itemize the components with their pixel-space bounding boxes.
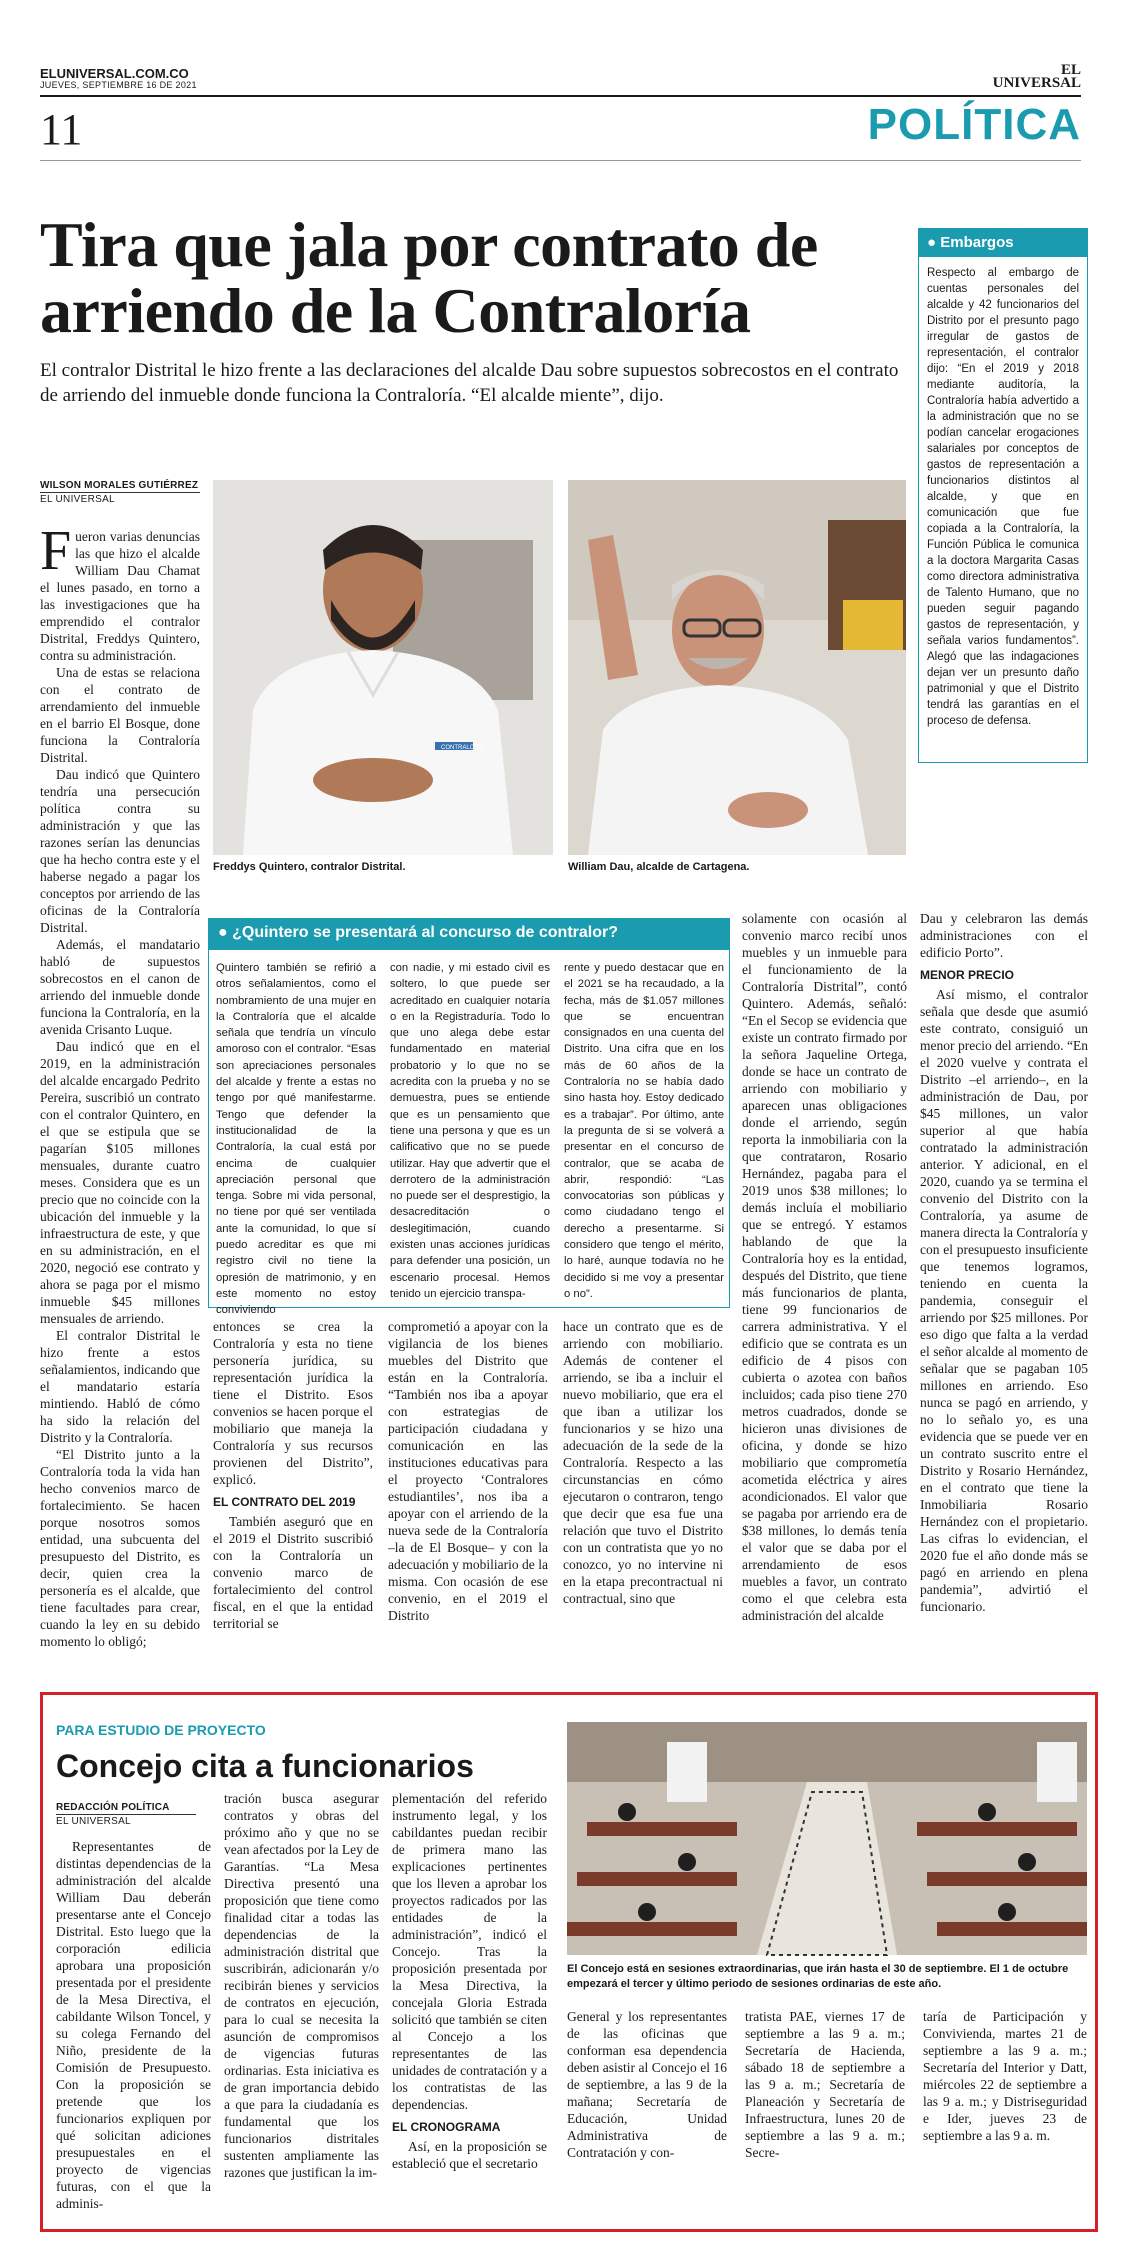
question-col-2: con nadie, y mi estado civil es soltero, lo que puede ser acreditado en cualquier notaría o en la Registraduría. Todo lo que uno alega debe estar fundamentado en material probatorio y lo que no se acredita con la prueba y no se demuestra, pues se entiende que es un pensamiento que tiene una persona y que es un calificativo que no se puede utilizar. Hay que advertir que el derrotero de la administración no puede ser el desprestigio, la desacreditación o deslegitimación, cuando existen unas acciones jurídicas para defender una posición, un escenario procesal. Hemos tenido un ejercicio transpa- (390, 962, 550, 1300)
byline-rule (40, 492, 200, 493)
question-box-title: ● ¿Quintero se presentará al concurso de contralor? (208, 918, 730, 950)
photo-figure-icon (568, 480, 906, 855)
article-column-4: hace un contrato que es de arriendo con mobiliario. Además de contener el arriendo, se iba a incluir el nuevo mobiliario, que era el que iban a utilizar los funcionarios y se hizo una adecuación de la sede de la Contraloría. Respecto a las circunstancias en cómo ejecutaron o contraron, tengo que decir que esa fue una relación que tuvo el Distrito con un contratista que yo no conozco, yo no intervine ni en la etapa precontractual ni contractual, sino que (563, 1319, 723, 1606)
photo-council-icon (567, 1722, 1087, 1955)
top-rule (40, 95, 1081, 97)
second-column-5: tratista PAE, viernes 17 de septiembre a las 9 a. m.; Secretaría de Hacienda, sábado 18 de septiembre a las 9 a. m.; Secretaría de Planeación y Secretaría de Infraestructura, lunes 20 de septiembre a las 9 a. m.; Secre- (745, 2009, 905, 2160)
subtitle-contrato-2019: EL CONTRATO DEL 2019 (213, 1495, 356, 1509)
section-title: POLÍTICA (867, 100, 1081, 149)
byline-org: EL UNIVERSAL (40, 494, 115, 505)
photo2-caption: William Dau, alcalde de Cartagena. (568, 861, 750, 873)
second-column-3: plementación del referido instrumento legal, y los cabildantes puedan recibir de primera mano las explicaciones pertinentes que los lleven a aprobar los proyectos radicados por las entidades de la administración”, indicó el Concejo. Tras la proposición presentada por la Mesa Directiva, la concejala Gloria Estrada solicitó que también se citen al Concejo a los representantes de las unidades de contratación y a los contratistas de las dependencias. EL CRONOGRAMA Así, en la proposición se estableció que el secretario (392, 1791, 547, 2171)
page-number: 11 (40, 105, 83, 154)
question-col-1: Quintero también se refirió a otros señalamientos, como el nombramiento de una mujer en la Contraloría que el alcalde señala que tendría un vínculo amoroso con el contralor. “Esas son apreciaciones personales del alcalde y frente a estas no tengo por qué manifestarme. Tengo que defender la institucionalidad de la Contraloría, la cual está por encima de cualquier apreciación personal que tenga. Sobre mi vida personal, no tiene por qué ser ventilada ante la comunidad, lo que sí puedo acreditar es que mi registro civil no tiene la opresión de matrimonio, y en este momento no estoy conviviendo (216, 962, 376, 1317)
second-byline-org: EL UNIVERSAL (56, 1816, 131, 1827)
photo-concejo (567, 1722, 1087, 1955)
sidebar-text: Respecto al embargo de cuentas personales del alcalde y 42 funcionarios del Distrito por el presunto pago irregular de gastos de representación, el contralor dijo: “En el 2019 y 2018 mediante auditoría, la Contraloría había advertido a la administración que no se podían cancelar erogaciones salariales por conceptos de gastos de representación a funcionarios distintos al alcalde, y que en comunicación que fue copiada a la Contraloría, la Función Pública le comunica a la doctora Margarita Casas como directora administrativa de Talento Humano, que no pueden seguir pagando gastos de representación, y señala varios fundamentos”. Alegó que las indagaciones dejan ver un presunto daño patrimonial y que el Distrito tendrá las garantías en el proceso de defensa. (927, 267, 1079, 727)
second-column-4: General y los representantes de las oficinas que conforman esa dependencia deben asistir al Concejo el 16 de septiembre, a las 9 de la mañana; Secretaría de Educación, Unidad Administrativa de Contratación y con- (567, 2009, 727, 2160)
bullet-icon: ● (927, 234, 941, 251)
bullet-icon: ● (218, 924, 233, 941)
article-column-3: comprometió a apoyar con la vigilancia de los bienes muebles del Distrito que están en la Contraloría. “También nos iba a apoyar con estrategias de participación ciudadana y comunicación en las instituciones educativas para el proyecto ‘Contralores estudiantiles’, nos iba a apoyar con el arriendo de la nueva sede de la Contraloría –la de El Bosque– y con la adecuación y mobiliario de la misma. Con ocasión de ese convenio, en el 2019 el Distrito (388, 1319, 548, 1623)
photo-figure-icon (213, 480, 553, 855)
second-byline: REDACCIÓN POLÍTICA (56, 1802, 170, 1813)
second-column-6: taría de Participación y Convivienda, martes 21 de septiembre a las 9 a. m.; Secretaría del Interior y Datt, miércoles 22 de septiembre a las 9 a. m.; y Distriseguridad e Ider, jueves 23 de septiembre a las 9 a. m. (923, 2009, 1087, 2143)
second-column-1: Representantes de distintas dependencias de la administración del alcalde William Dau deberán presentarse ante el Concejo Distrital. Esto luego que la corporación edilicia aprobara una proposición presentada por el presidente de la Mesa Directiva, el cabildante Wilson Toncel, y su colega Fernando del Niño, presidente de la Comisión de Presupuesto. Con la proposición se pretende que los funcionarios expliquen por qué solicitan adiciones presupuestales en el proyecto de vigencias futuras, con el que la adminis- (56, 1839, 211, 2211)
headline: Tira que jala por contrato de arriendo de la Contraloría (40, 209, 818, 346)
photo1-caption: Freddys Quintero, contralor Distrital. (213, 861, 406, 873)
article-column-6: Dau y celebraron las demás administraciones con el edificio Porto”. MENOR PRECIO Así mismo, el contralor señala que desde que asumió este contrato, consiguió un menor precio del arriendo. “En el 2020 vuelve y contrata el Distrito –el arriendo–, en la administración de Dau, por $45 millones, un valor superior al que había contratado la administración anterior. Y adicional, en el 2020, cuando ya se termina el convenio del Distrito con la Contraloría, ya asume de manera directa la Contraloría y con el presupuesto insuficiente que tenemos logramos, teniendo en cuenta la pandemia, conseguir el arriendo por $25 millones. Por eso digo que falta a la verdad el señor alcalde al momento de señalar que se pagaban 105 millones en arriendo. Eso nunca se pagó en arriendo, y no lo señalo yo, es una evidencia que se puede ver en un contrato suscrito entre el Distrito y Rosario Hernández, en el contrato que tiene la Inmobiliaria Rosario Hernández con el propietario. Las cifras lo evidencian, el 2020 fue el año donde más se pagó en arriendo en plena pandemia”, advirtió el funcionario. (920, 911, 1088, 1614)
masthead-url: ELUNIVERSAL.COM.CO (40, 66, 189, 81)
subtitle-menor-precio: MENOR PRECIO (920, 968, 1015, 982)
article-column-1: Fueron varias denuncias las que hizo el alcalde William Dau Chamat el lunes pasado, en torno a las investigaciones que ha emprendido el contralor Distrital, Freddys Quintero, contra su administración. Una de estas se relaciona con el contrato de arrendamiento del inmueble en el barrio El Bosque, done funciona la Contraloría Distrital. Dau indicó que Quintero tendría una persecución política contra su administración y que las razones serían las denuncias que ha hecho contra este y el haberse negado a pagar los conceptos por arriendo de las oficinas de la Contraloría Distrital. Además, el mandatario habló de supuestos sobrecostos en el canon de arriendo del inmueble donde funciona la Contraloría, en la avenida Crisanto Luque. Dau indicó que en el 2019, en la administración del alcalde encargado Pedrito Pereira, suscribió un contrato con el contralor Quintero, en el que se estipula que se pagarían $105 millones mensuales, durante cuatro meses. Considera que es un precio que no coincide con la ubicación del inmueble y la infraestructura de este, y que en su administración, en el 2020, negoció ese contrato y ahora se paga por el mismo inmueble $45 millones mensuales de arriendo. El contralor Distrital le hizo frente a estos señalamientos, indicando que el mandatario estaría mintiendo. Habló de cómo ha sido la relación del Distrito y la Contraloría. “El Distrito junto a la Contraloría toda la vida han hecho convenios marco de fortalecimiento. Se hacen porque nosotros somos entidad, una subcuenta del presupuesto del Distrito, es decir, quien crea la personería es el alcalde, que tiene facultades para crear, cuando la ley en su debido momento lo obligó; (40, 520, 200, 1649)
section-rule (40, 160, 1081, 161)
newspaper-logo: EL UNIVERSAL (992, 62, 1081, 91)
second-column-2: tración busca asegurar contratos y obras del próximo año y que no se vean afectados por la Ley de Garantías. “La Mesa Directiva presentó una proposición que tiene como finalidad citar a todas las dependencias de la administración distrital que suscribirán, adicionarán y/o recibirán bienes y servicios de contratos en ejecución, para lo cual se necesita la asunción de compromisos de vigencias futuras ordinarias. Esta iniciativa es de gran importancia debido a que para la ciudadanía es fundamental que los funcionarios distritales sustenten ampliamente las razones que justifican la im- (224, 1791, 379, 2180)
article-column-5: solamente con ocasión al convenio marco recibí unos muebles y un inmueble para el funcionamiento de la Contraloría Distrital”, contó Quintero. Además, señaló: “En el Secop se evidencia que existe un contrato firmado por la señora Jaqueline Ortega, donde se hace un contrato de arriendo con mobiliario y aparecen unas obligaciones donde el arriendo, según reporta la inmobiliaria con la que contrataron, Rosario Hernández, pagaba para el 2019 unos $38 millones; lo demás incluía el mobiliario que se entregó. Y estamos hablando de que la Contraloría hoy es la entidad, después del Distrito, que tiene más funcionarios de planta, tiene 99 funcionarios de carrera administrativa. Y el edificio que se contrata es un edificio de 4 pisos con cubierta o azotea con baños incluidos; cada piso tiene 270 metros cuadrados, donde se hicieron unas divisiones de oficina, y donde se hizo mobiliario que comprometía acometida eléctrica y aires acondicionados. El valor que se pagaba por arriendo era de $38 millones, lo demás tenía el valor que se daba por el arrendamiento de esos muebles a favor, un contrato como el que celebra esta administración del alcalde (742, 911, 907, 1623)
sidebar-title: ● Embargos (919, 229, 1087, 257)
concejo-photo-caption: El Concejo está en sesiones extraordinarias, que irán hasta el 30 de septiembre. El 1 de octubre empezará el tercer y último periodo de sesiones ordinarias de este año. (567, 1963, 1069, 1990)
dropcap: F (40, 520, 72, 582)
subheadline: El contralor Distrital le hizo frente a las declaraciones del alcalde Dau sobre supuestos sobrecostos en el contrato de arriendo del inmueble donde funciona la Contraloría. “El alcalde miente”, dijo. (40, 360, 899, 406)
sidebar-embargos (918, 228, 1088, 763)
photo-william-dau (568, 480, 906, 855)
second-article-kicker: PARA ESTUDIO DE PROYECTO (56, 1722, 266, 1738)
byline: WILSON MORALES GUTIÉRREZ (40, 480, 199, 491)
masthead-date: JUEVES, SEPTIEMBRE 16 DE 2021 (40, 80, 197, 90)
photo-freddys-quintero (213, 480, 553, 855)
question-col-3: rente y puedo destacar que en el 2021 se ha recaudado, a la fecha, más de $1.057 millones que se encuentran consignados en una cuenta del Distrito. Una cifra que en los más de 60 años de la Contraloría no se había dado sino hasta hoy. Estoy dedicado es a trabajar”. Por último, ante la pregunta de si se volverá a presentar en el concurso de contralor, que se acaba de abrir, respondió: “Las convocatorias son públicas y como ciudadano tengo el derecho a presentarme. Si considero que tengo el mérito, lo haré, aunque todavía no he decidido si me voy a presentar o no”. (564, 962, 724, 1300)
second-byline-rule (56, 1814, 196, 1815)
subtitle-cronograma: EL CRONOGRAMA (392, 2120, 501, 2134)
article-column-2: entonces se crea la Contraloría y esta no tiene personería jurídica, su representación jurídica la tiene el Distrito. Esos convenios se hacen porque el mobiliario que maneja la Contraloría y sus recursos provienen del Distrito”, explicó. EL CONTRATO DEL 2019 También aseguró que en el 2019 el Distrito suscribió con la Contraloría un convenio marco de fortalecimiento del control fiscal, en el que la entidad territorial se (213, 1319, 373, 1631)
svg-text:CONTRALORÍA: CONTRALORÍA (441, 745, 485, 751)
second-article-headline: Concejo cita a funcionarios (56, 1748, 474, 1784)
